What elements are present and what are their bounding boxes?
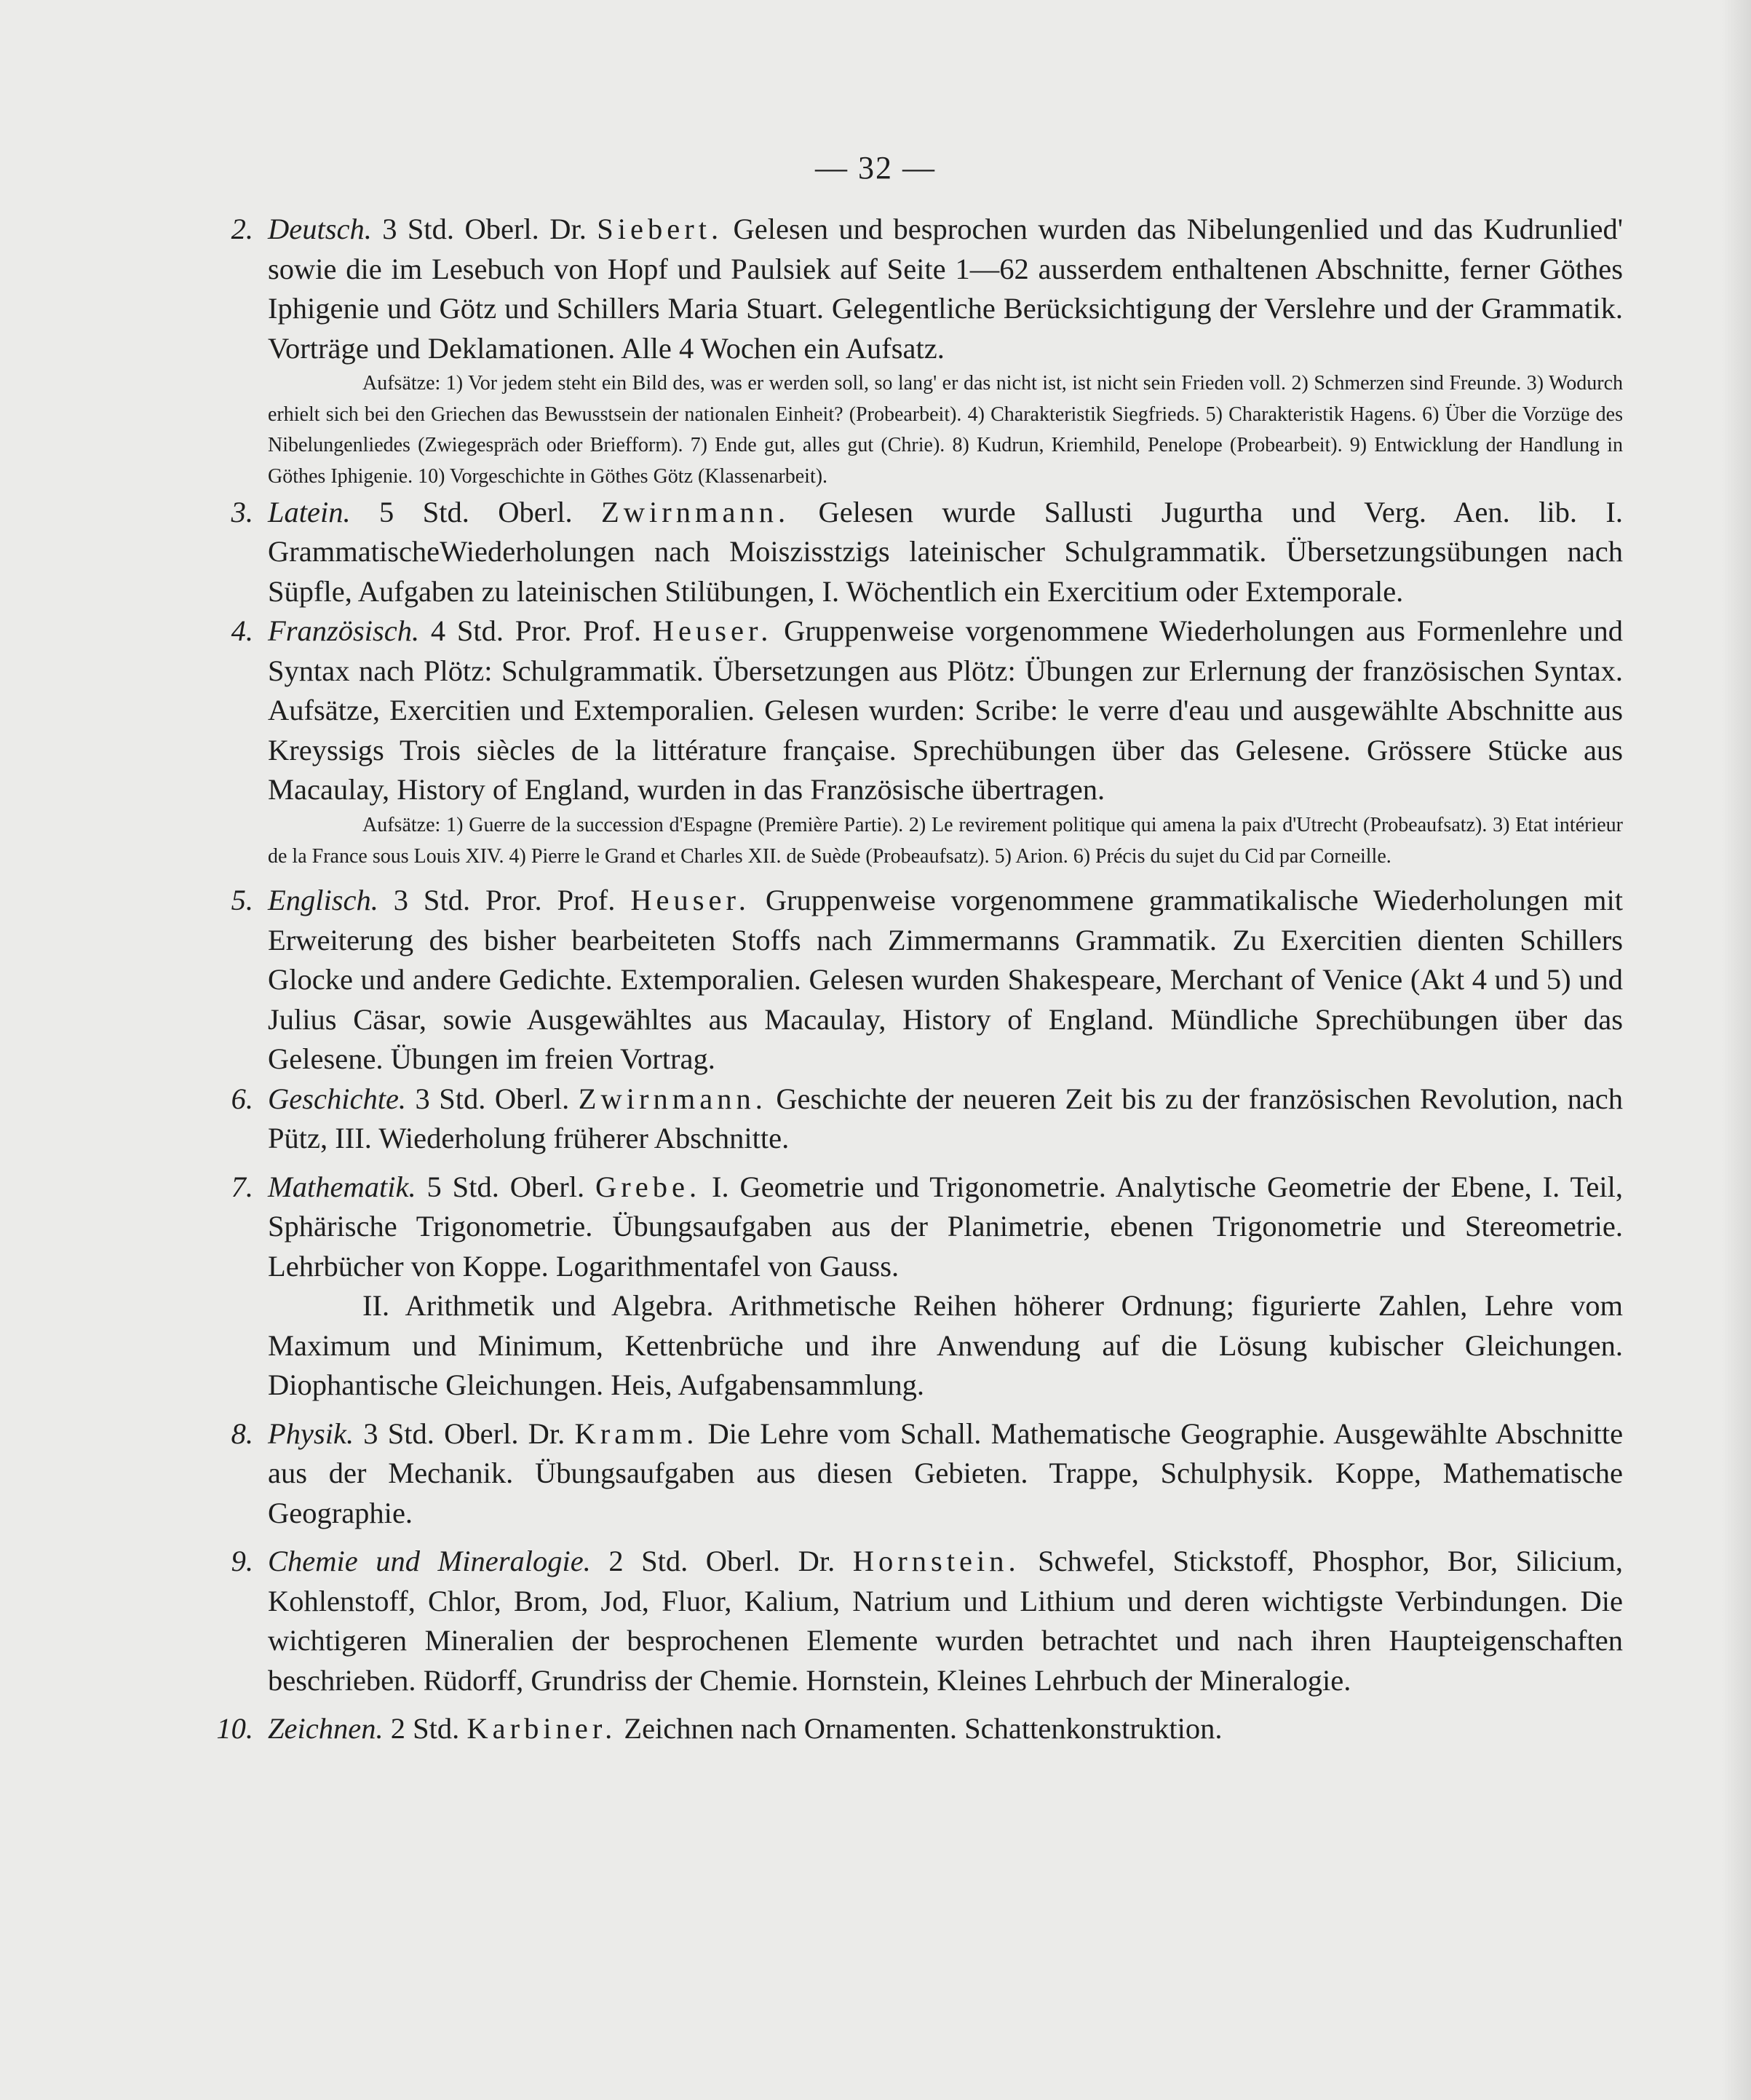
entry-body: Geschichte der neueren Zeit bis zu der französischen Revolution, nach Pütz, III. Wiederholung früherer Abschnitte. xyxy=(268,1082,1624,1155)
entry-subject: Chemie und Mineralogie. xyxy=(268,1545,591,1578)
entry-number: 9. xyxy=(231,1545,253,1578)
entry-note-aufsaetze: Aufsätze: 1) Vor jedem steht ein Bild des, was er werden soll, so lang' er das nicht ist, ist nicht sein Frieden voll. 2) Schmerzen sind Freunde. 3) Wodurch erhielt sich bei den Griechen das Bewusstsein der nationalen Einheit? (Probearbeit). 4) Charakteristik Siegfrieds. 5) Charakteristik Hagens. 6) Über die Vorzüge des Nibelungenliedes (Zwiegespräch oder Briefform). 7) Ende gut, alles gut (Chrie). 8) Kudrun, Kriemhild, Penelope (Probearbeit). 9) Entwicklung der Handlung in Göthes Iphigenie. 10) Vorgeschichte in Göthes Götz (Klassenarbeit). xyxy=(268,372,1623,488)
entry-subject: Zeichnen. xyxy=(268,1712,384,1746)
entry-teacher-title: Oberl. Dr. xyxy=(444,1416,565,1450)
entry-body: Zeichnen nach Ornamenten. Schattenkonstruktion. xyxy=(624,1712,1223,1746)
entry-body: Gruppenweise vorgenommene Wiederholungen aus Formenlehre und Syntax nach Plötz: Schulgrammatik. Übersetzungen aus Plötz: Übungen zur Erlernung der französischen Syntax. Aufsätze, Exercitien und Extemporalien. Gelesen wurden: Scribe: le verre d'eau und ausgewählte Abschnitte aus Kreyssigs Trois siècles de la littérature française. Sprechübungen über das Gelesene. Grössere Stücke aus Macaulay, History of England, wurden in das Französische übertragen. xyxy=(268,614,1624,807)
entry-hours: 2 Std. xyxy=(608,1545,688,1578)
entry-hours: 5 Std. xyxy=(426,1170,499,1203)
entry-hours: 2 Std. xyxy=(390,1712,460,1746)
entry-number: 2. xyxy=(231,213,253,245)
entry-teacher: Heuser. xyxy=(652,614,773,648)
entry-body: Gruppenweise vorgenommene grammatikalische Wiederholungen mit Erweiterung des bisher bearbeiteten Stoffs nach Zimmermanns Grammatik. Zu Exercitien dienten Schillers Glocke und andere Gedichte. Extemporalien. Gelesen wurden Shakespeare, Merchant of Venice (Akt 4 und 5) und Julius Cäsar, sowie Ausgewähltes aus Macaulay, History of England. Mündliche Sprechübungen über das Gelesene. Übungen im freien Vortrag. xyxy=(268,884,1623,1076)
entry-subject: Mathematik. xyxy=(268,1170,416,1203)
entry-number: 5. xyxy=(231,884,253,917)
entry-teacher-title: Pror. Prof. xyxy=(485,884,616,917)
entry-deutsch xyxy=(231,210,1623,368)
entry-teacher: Zwirnmann. xyxy=(601,495,790,528)
entry-teacher-title: Oberl. xyxy=(494,1082,570,1115)
entry-subject: Latein. xyxy=(268,495,351,528)
entry-body: Die Lehre vom Schall. Mathematische Geographie. Ausgewählte Abschnitte aus der Mechanik. Übungsaufgaben aus diesen Gebieten. Trappe, Schulphysik. Koppe, Mathematische Geographie. xyxy=(268,1416,1624,1529)
entry-note-aufsaetze: Aufsätze: 1) Guerre de la succession d'Espagne (Première Partie). 2) Le revirement politique qui amena la paix d'Utrecht (Probeaufsatz). 3) Etat intérieur de la France sous Louis XIV. 4) Pierre le Grand et Charles XII. de Suède (Probeaufsatz). 5) Arion. 6) Précis du sujet du Cid par Corneille. xyxy=(268,813,1623,868)
entry-continuation: II. Arithmetik und Algebra. Arithmetische Reihen höherer Ordnung; figurierte Zahlen, Lehre vom Maximum und Minimum, Kettenbrüche und ihre Anwendung auf die Lösung kubischer Gleichungen. Diophantische Gleichungen. Heis, Aufgabensammlung. xyxy=(268,1289,1623,1402)
entry-body: Gelesen wurde Sallusti Jugurtha und Verg. Aen. lib. I. GrammatischeWiederholungen nach Moiszisstzigs lateinischer Schulgrammatik. Übersetzungsübungen nach Süpfle, Aufgaben zu lateinischen Stilübungen, I. Wöchentlich ein Exercitium oder Extemporale. xyxy=(268,495,1624,608)
entry-subject: Geschichte. xyxy=(268,1082,407,1115)
entry-teacher: Zwirnmann. xyxy=(578,1082,767,1115)
entry-teacher: Heuser. xyxy=(630,884,750,917)
entry-teacher-title: Oberl. Dr. xyxy=(705,1545,835,1578)
entry-subject: Deutsch. xyxy=(268,213,372,245)
entry-zeichnen xyxy=(216,1709,1623,1749)
entry-body: Schwefel, Stickstoff, Phosphor, Bor, Silicium, Kohlenstoff, Chlor, Brom, Jod, Fluor, Kalium, Natrium und Lithium und deren wichtigste Verbindungen. Die wichtigeren Mineralien der besprochenen Elemente wurden betrachtet und nach ihren Haupteigenschaften beschrieben. Rüdorff, Grundriss der Chemie. Hornstein, Kleines Lehrbuch der Mineralogie. xyxy=(268,1545,1624,1697)
page-edge xyxy=(1722,0,1751,2100)
entry-hours: 5 Std. xyxy=(379,495,469,528)
entry-teacher: Hornstein. xyxy=(852,1545,1020,1578)
entry-teacher: Karbiner. xyxy=(466,1712,617,1746)
entry-teacher: Kramm. xyxy=(574,1416,699,1450)
entry-number: 7. xyxy=(231,1170,253,1203)
entry-number: 8. xyxy=(231,1416,253,1450)
entry-hours: 4 Std. xyxy=(430,614,504,648)
entry-hours: 3 Std. xyxy=(393,884,471,917)
entry-hours: 3 Std. xyxy=(382,213,455,245)
entry-teacher: Siebert. xyxy=(597,213,723,245)
entry-subject: Physik. xyxy=(268,1416,354,1450)
entry-franzoesisch xyxy=(231,611,1624,810)
entry-body: I. Geometrie und Trigonometrie. Analytische Geometrie der Ebene, I. Teil, Sphärische Trigonometrie. Übungsaufgaben aus der Planimetrie, ebenen Trigonometrie und Stereometrie. Lehrbücher von Koppe. Logarithmentafel von Gauss. xyxy=(268,1170,1624,1283)
entry-teacher-title: Oberl. Dr. xyxy=(464,213,587,245)
entry-englisch xyxy=(231,881,1623,1079)
entry-mathematik xyxy=(231,1168,1624,1287)
entry-subject: Englisch. xyxy=(268,884,378,917)
entry-number: 6. xyxy=(231,1082,253,1115)
page-number: — 32 — xyxy=(815,150,936,186)
entry-teacher: Grebe. xyxy=(595,1170,702,1203)
entry-number: 3. xyxy=(231,495,253,528)
entry-number: 4. xyxy=(231,614,253,648)
entry-body: Gelesen und besprochen wurden das Nibelungenlied und das Kudrunlied' sowie die im Lesebuch von Hopf und Paulsiek auf Seite 1—62 ausserdem enthaltenen Abschnitte, ferner Göthes Iphigenie und Götz und Schillers Maria Stuart. Gelegentliche Berücksichtigung der Verslehre und der Grammatik. Vorträge und Deklamationen. Alle 4 Wochen ein Aufsatz. xyxy=(268,213,1623,365)
entry-geschichte xyxy=(231,1079,1624,1159)
curriculum-text xyxy=(216,210,1624,1749)
entry-number: 10. xyxy=(216,1712,253,1746)
entry-subject: Französisch. xyxy=(268,614,420,648)
entry-hours: 3 Std. xyxy=(363,1416,434,1450)
entry-teacher-title: Oberl. xyxy=(498,495,573,528)
entry-chemie xyxy=(231,1542,1624,1700)
entry-physik xyxy=(231,1414,1624,1534)
entry-hours: 3 Std. xyxy=(415,1082,486,1115)
entry-latein xyxy=(231,493,1624,612)
entry-teacher-title: Pror. Prof. xyxy=(515,614,641,648)
entry-teacher-title: Oberl. xyxy=(509,1170,585,1203)
